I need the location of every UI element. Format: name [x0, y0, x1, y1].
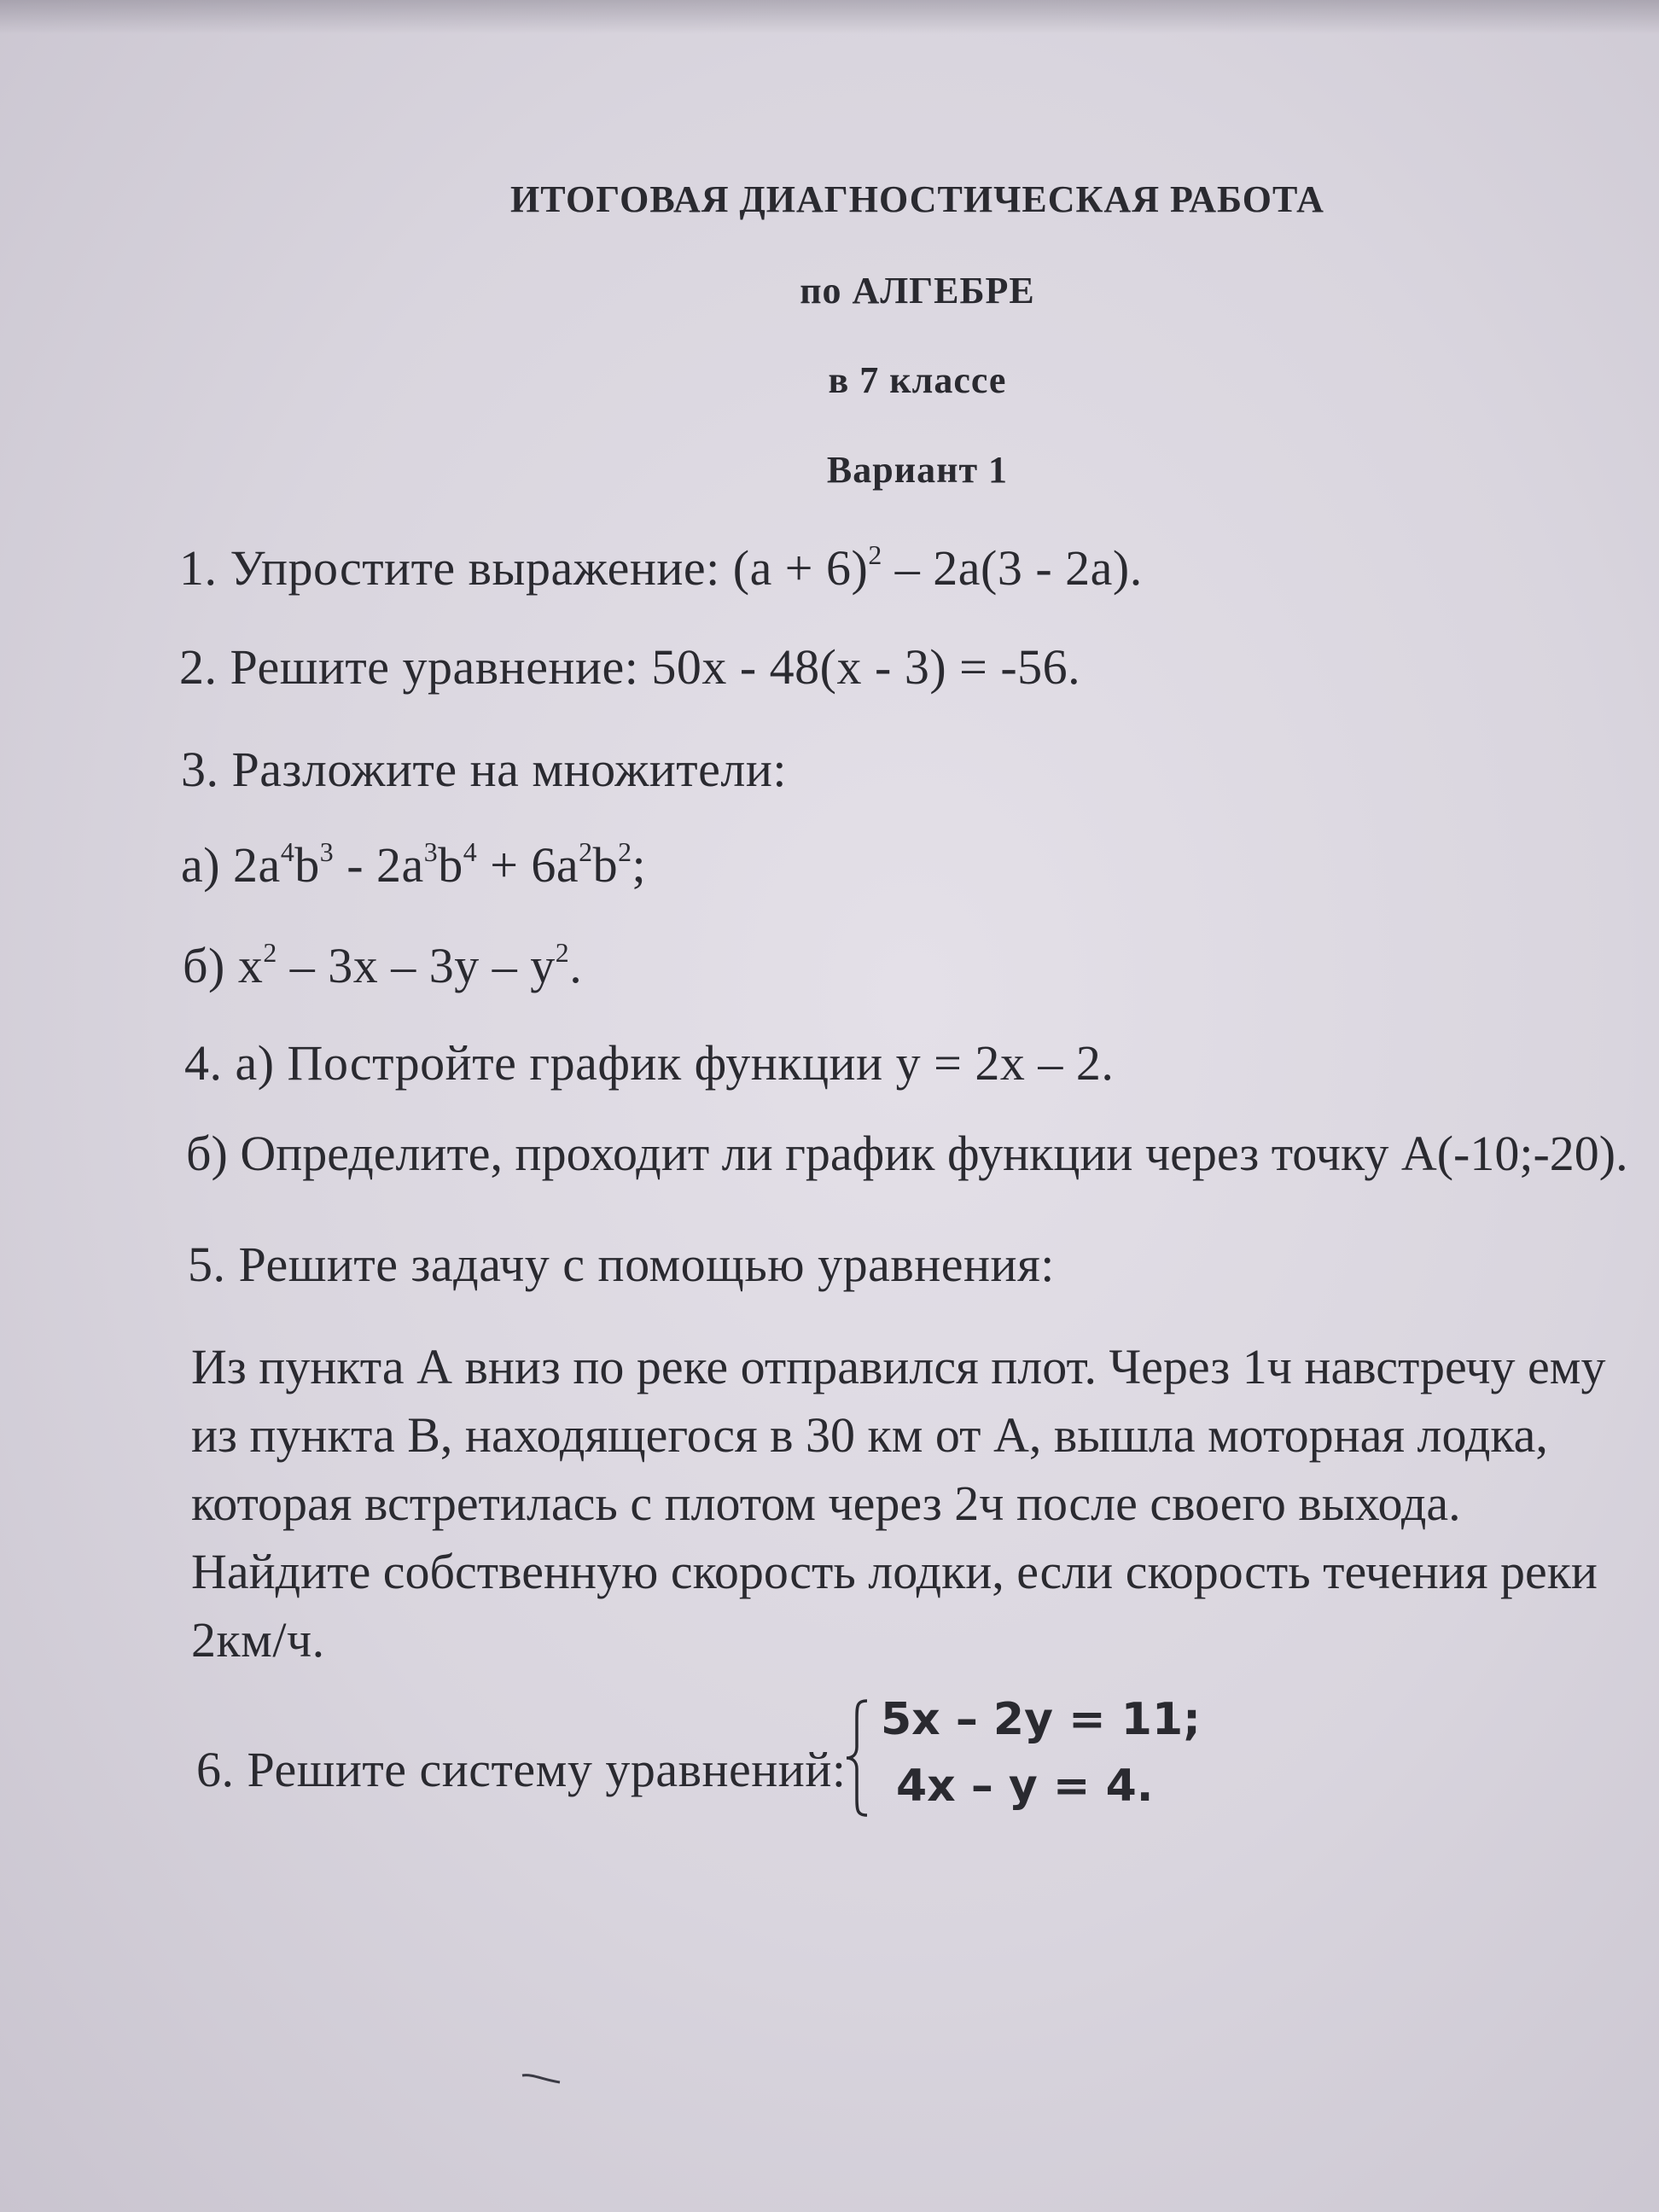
task-6-heading: 6. Решите систему уравнений: [196, 1742, 847, 1797]
task-3a-term: b [294, 837, 320, 893]
task-3a-term: b [592, 837, 619, 893]
task-5-line: 2км/ч. [191, 1612, 325, 1668]
task-3-heading: 3. Разложите на множители: [181, 742, 787, 797]
task-3a-exponent: 3 [319, 837, 335, 868]
document-subject: по АЛГЕБРЕ [800, 270, 1035, 311]
system-equation-1: 5x – 2y = 11; [881, 1694, 1201, 1745]
pen-mark [521, 2072, 563, 2084]
task-3b-term: – 3x – 3y – y [276, 938, 556, 993]
task-3b-exponent: 2 [555, 938, 570, 969]
task-3a-term: а) 2a [181, 837, 281, 893]
task-3b-exponent: 2 [263, 938, 277, 969]
task-5-heading: 5. Решите задачу с помощью уравнения: [188, 1237, 1055, 1292]
system-equation-2: 4x – y = 4. [896, 1761, 1154, 1812]
document-title: ИТОГОВАЯ ДИАГНОСТИЧЕСКАЯ РАБОТА [510, 178, 1324, 220]
task-3b-term: б) x [183, 938, 264, 993]
equation-system [845, 1694, 1203, 1822]
task-4b: б) Определите, проходит ли график функции через точку A(-10;-20). [186, 1126, 1628, 1181]
task-5-line: Найдите собственную скорость лодки, если скорость течения реки [191, 1544, 1598, 1599]
task-3a-term: - 2a [334, 837, 424, 893]
task-3a-term: ; [632, 837, 647, 893]
task-1-text: 1. Упростите выражение: (a + 6) [179, 540, 869, 596]
task-3a-exponent: 3 [423, 837, 439, 868]
brace-icon [845, 1694, 870, 1822]
task-4a: 4. а) Постройте график функции y = 2x – 2. [184, 1035, 1115, 1091]
top-shadow [0, 0, 1659, 34]
task-3a-exponent: 4 [463, 837, 478, 868]
task-3a-term: b [438, 837, 463, 893]
task-3a [181, 836, 646, 894]
task-5-line: из пункта В, находящегося в 30 км от А, вышла моторная лодка, [191, 1407, 1548, 1463]
task-5-line: которая встретилась с плотом через 2ч после своего выхода. [191, 1476, 1461, 1531]
document-variant: Вариант 1 [826, 449, 1009, 491]
task-2: 2. Решите уравнение: 50x - 48(x - 3) = -56. [179, 639, 1081, 695]
task-3a-exponent: 2 [579, 837, 593, 868]
task-3a-term: + 6a [477, 837, 579, 893]
task-1-exponent: 2 [868, 540, 882, 571]
task-1 [179, 539, 1143, 597]
task-3a-exponent: 4 [280, 837, 295, 868]
document-grade: в 7 классе [828, 359, 1007, 401]
task-1-tail: – 2a(3 - 2a). [882, 540, 1143, 596]
task-3b-term: . [569, 938, 583, 993]
task-3b [183, 937, 582, 994]
task-3a-exponent: 2 [618, 837, 632, 868]
task-5-line: Из пункта А вниз по реке отправился плот. Через 1ч навстречу ему [191, 1339, 1606, 1394]
